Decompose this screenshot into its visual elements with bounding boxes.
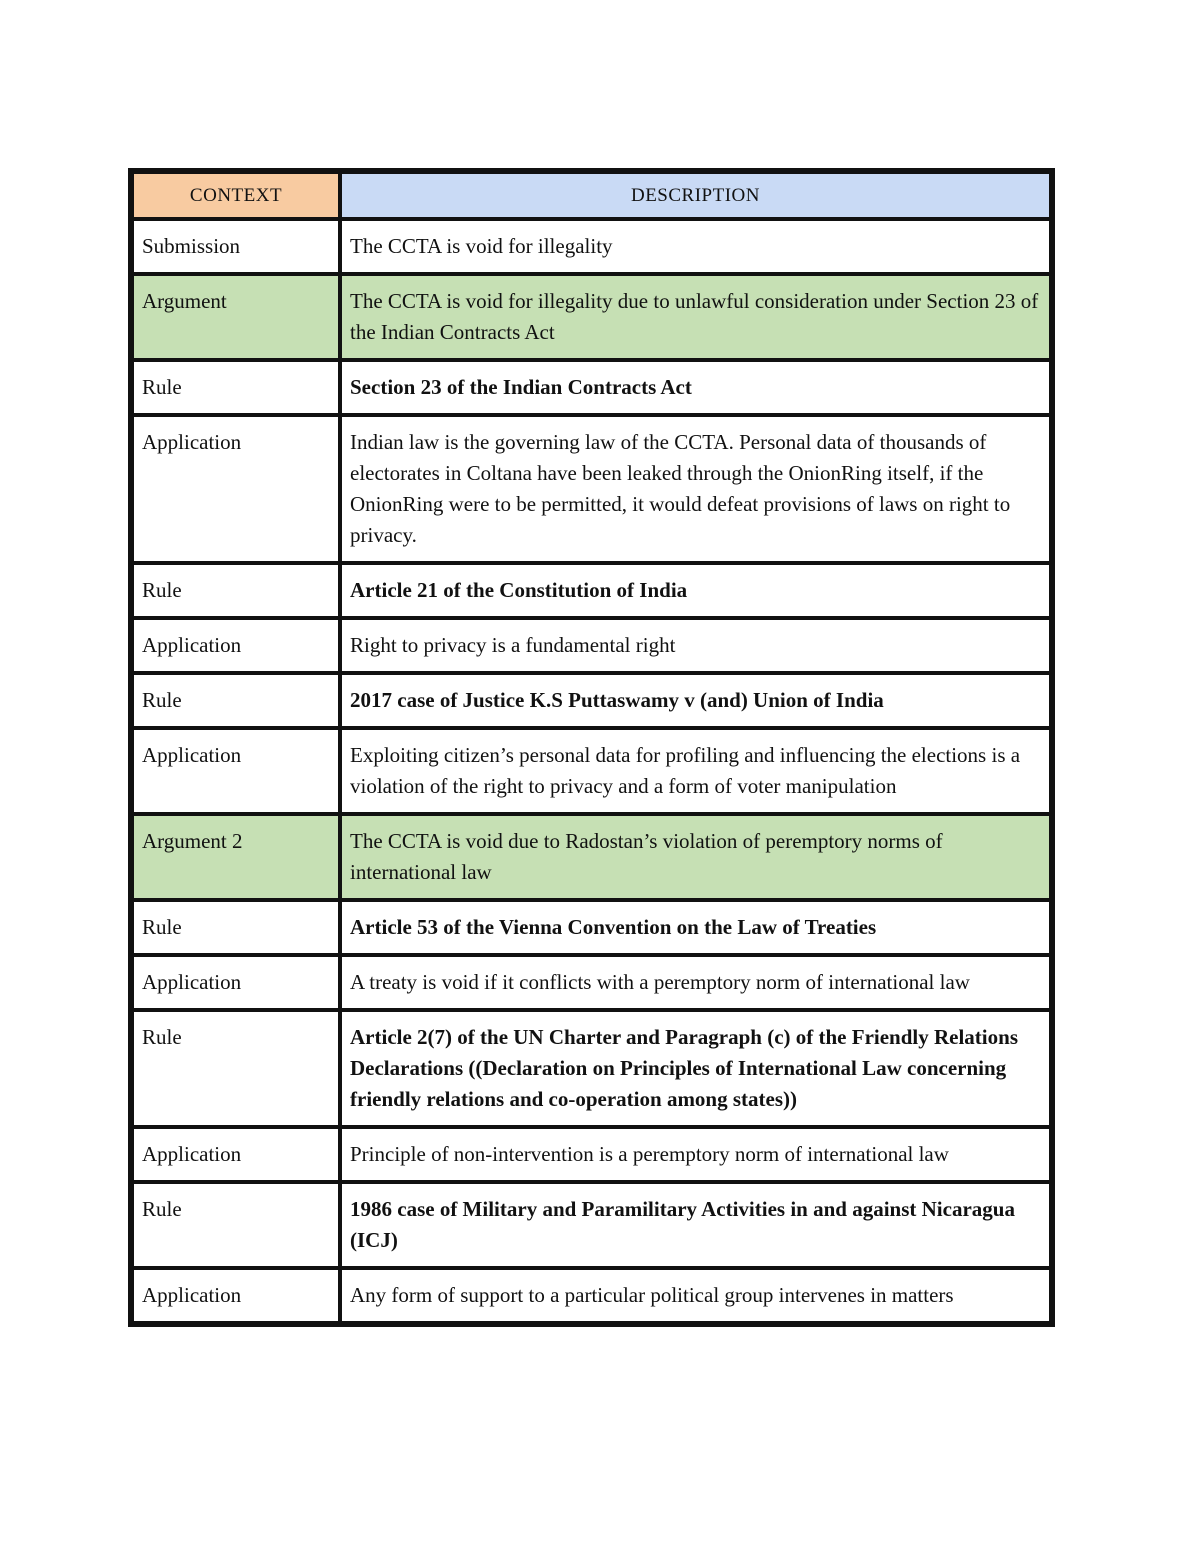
table-row-rule xyxy=(132,900,1051,955)
table-row-submission xyxy=(132,219,1051,274)
description-cell: Article 21 of the Constitution of India xyxy=(340,563,1051,618)
table-row-application xyxy=(132,415,1051,563)
description-cell: Exploiting citizen’s personal data for profiling and influencing the elections is a violation of the right to privacy and a form of voter manipulation xyxy=(340,728,1051,814)
context-cell: Rule xyxy=(132,1010,340,1127)
context-cell: Rule xyxy=(132,1182,340,1268)
description-cell: 1986 case of Military and Paramilitary Activities in and against Nicaragua (ICJ) xyxy=(340,1182,1051,1268)
description-cell: Section 23 of the Indian Contracts Act xyxy=(340,360,1051,415)
context-cell: Argument xyxy=(132,274,340,360)
context-cell: Rule xyxy=(132,900,340,955)
description-cell: 2017 case of Justice K.S Puttaswamy v (and) Union of India xyxy=(340,673,1051,728)
table-row-rule xyxy=(132,673,1051,728)
context-cell: Application xyxy=(132,955,340,1010)
context-cell: Argument 2 xyxy=(132,814,340,900)
context-header: CONTEXT xyxy=(132,172,340,219)
description-cell: Indian law is the governing law of the CCTA. Personal data of thousands of electorates in Coltana have been leaked through the OnionRing itself, if the OnionRing were to be permitted, it would defeat provisions of laws on right to privacy. xyxy=(340,415,1051,563)
description-cell: Article 2(7) of the UN Charter and Paragraph (c) of the Friendly Relations Declarations ((Declaration on Principles of International Law concerning friendly relations and co-operation among states)) xyxy=(340,1010,1051,1127)
table-row-application xyxy=(132,1127,1051,1182)
context-cell: Application xyxy=(132,618,340,673)
description-cell: A treaty is void if it conflicts with a peremptory norm of international law xyxy=(340,955,1051,1010)
context-cell: Application xyxy=(132,415,340,563)
description-cell: The CCTA is void for illegality due to unlawful consideration under Section 23 of the Indian Contracts Act xyxy=(340,274,1051,360)
context-cell: Rule xyxy=(132,563,340,618)
context-cell: Application xyxy=(132,1268,340,1323)
description-cell: The CCTA is void due to Radostan’s violation of peremptory norms of international law xyxy=(340,814,1051,900)
table-header-row xyxy=(132,172,1051,219)
description-cell: The CCTA is void for illegality xyxy=(340,219,1051,274)
table-row-rule xyxy=(132,360,1051,415)
context-cell: Application xyxy=(132,1127,340,1182)
table-row-application xyxy=(132,728,1051,814)
description-header: DESCRIPTION xyxy=(340,172,1051,219)
table-row-application xyxy=(132,618,1051,673)
context-cell: Submission xyxy=(132,219,340,274)
description-cell: Any form of support to a particular political group intervenes in matters xyxy=(340,1268,1051,1323)
table-row-argument xyxy=(132,814,1051,900)
table-row-rule xyxy=(132,1182,1051,1268)
description-cell: Right to privacy is a fundamental right xyxy=(340,618,1051,673)
context-cell: Rule xyxy=(132,360,340,415)
context-cell: Rule xyxy=(132,673,340,728)
context-cell: Application xyxy=(132,728,340,814)
table-row-application xyxy=(132,955,1051,1010)
description-cell: Article 53 of the Vienna Convention on the Law of Treaties xyxy=(340,900,1051,955)
description-cell: Principle of non-intervention is a peremptory norm of international law xyxy=(340,1127,1051,1182)
table-row-rule xyxy=(132,563,1051,618)
table-row-argument xyxy=(132,274,1051,360)
table-row-rule xyxy=(132,1010,1051,1127)
table-row-application xyxy=(132,1268,1051,1323)
argument-table xyxy=(128,168,1055,1327)
